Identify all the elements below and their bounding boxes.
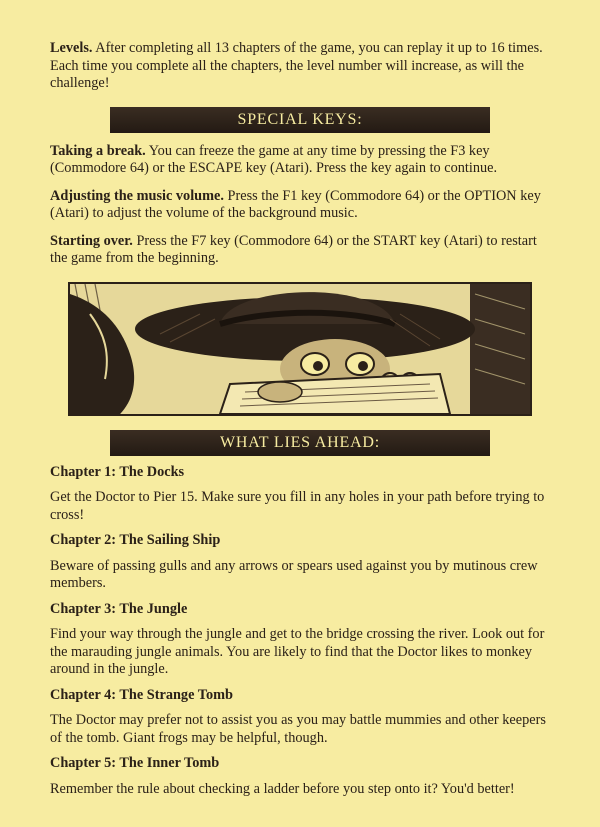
chapter-title: Chapter 4: The Strange Tomb xyxy=(50,686,233,703)
chapter-text: The Doctor may prefer not to assist you as you may battle mummies and other keepers of the tomb. Giant frogs may be helpful, though. xyxy=(50,712,546,746)
levels-paragraph xyxy=(50,40,550,93)
special-keys-heading: SPECIAL KEYS: xyxy=(110,107,490,133)
chapter-item xyxy=(50,532,550,593)
chapter-text: Find your way through the jungle and get to the bridge crossing the river. Look out for the marauding jungle animals. You are likely to find that the Doctor likes to monkey around in the jungle. xyxy=(50,626,545,677)
taking-break-text: You can freeze the game at any time by pressing the F3 key (Commodore 64) or the ESCAPE key (Atari). Press the key again to continue. xyxy=(50,142,498,176)
chapter-item xyxy=(50,464,550,525)
starting-over-text: Press the F7 key (Commodore 64) or the START key (Atari) to restart the game from the beginning. xyxy=(50,232,537,266)
chapter-title: Chapter 3: The Jungle xyxy=(50,600,188,617)
taking-break-paragraph xyxy=(50,143,550,178)
music-volume-paragraph xyxy=(50,188,550,223)
starting-over-paragraph xyxy=(50,233,550,268)
music-volume-lead: Adjusting the music volume. xyxy=(50,187,224,204)
chapter-list xyxy=(50,464,550,799)
taking-break-lead: Taking a break. xyxy=(50,142,146,159)
chapter-text: Beware of passing gulls and any arrows or spears used against you by mutinous crew members. xyxy=(50,557,538,591)
chapter-item xyxy=(50,687,550,748)
starting-over-lead: Starting over. xyxy=(50,232,133,249)
detective-illustration xyxy=(68,282,532,416)
detective-peeking-icon xyxy=(70,284,530,414)
manual-page xyxy=(50,40,550,798)
what-lies-ahead-heading: WHAT LIES AHEAD: xyxy=(110,430,490,456)
music-volume-text: Press the F1 key (Commodore 64) or the OPTION key (Atari) to adjust the volume of the background music. xyxy=(50,187,541,221)
chapter-title: Chapter 5: The Inner Tomb xyxy=(50,755,220,771)
chapter-text: Remember the rule about checking a ladder before you step onto it? You'd better! xyxy=(50,780,515,797)
levels-text: After completing all 13 chapters of the game, you can replay it up to 16 times. Each time you complete all the chapters, the level number will increase, as will the challenge! xyxy=(50,40,543,91)
chapter-item xyxy=(50,755,550,798)
chapter-text: Get the Doctor to Pier 15. Make sure you fill in any holes in your path before trying to cross! xyxy=(50,489,545,523)
chapter-title: Chapter 1: The Docks xyxy=(50,463,185,480)
chapter-title: Chapter 2: The Sailing Ship xyxy=(50,532,221,548)
chapter-item xyxy=(50,601,550,679)
levels-lead: Levels. xyxy=(50,40,93,56)
